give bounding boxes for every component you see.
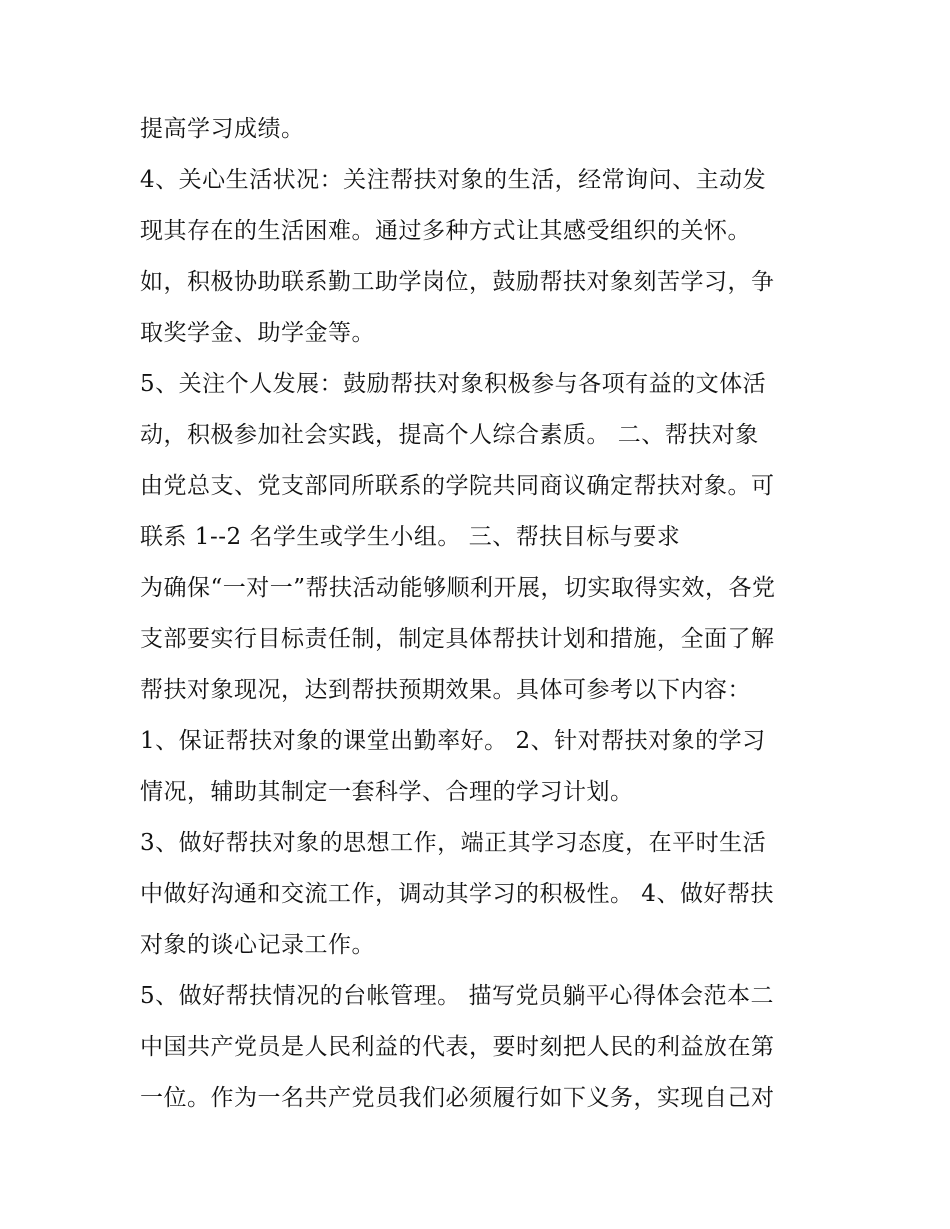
text-line: 对象的谈心记录工作。 (140, 932, 375, 958)
text-line: 情况，辅助其制定一套科学、合理的学习计划。 (140, 779, 634, 805)
text-line: 1、保证帮扶对象的课堂出勤率好。 2、针对帮扶对象的学习 (140, 728, 766, 754)
text-line: 一位。作为一名共产党员我们必须履行如下义务，实现自己对 (140, 1085, 775, 1111)
text-line: 如，积极协助联系勤工助学岗位，鼓励帮扶对象刻苦学习，争 (140, 269, 775, 295)
text-line: 5、做好帮扶情况的台帐管理。 描写党员躺平心得体会范本二 (140, 983, 774, 1009)
text-line: 帮扶对象现况，达到帮扶预期效果。具体可参考以下内容： (140, 677, 751, 703)
text-line: 提高学习成绩。 (140, 116, 305, 142)
text-line: 由党总支、党支部同所联系的学院共同商议确定帮扶对象。可 (140, 473, 775, 499)
text-line: 中国共产党员是人民利益的代表，要时刻把人民的利益放在第 (140, 1034, 775, 1060)
text-line: 中做好沟通和交流工作，调动其学习的积极性。 4、做好帮扶 (140, 881, 774, 907)
text-line: 3、做好帮扶对象的思想工作，端正其学习态度，在平时生活 (140, 830, 767, 856)
body-text (140, 104, 820, 1124)
text-line: 支部要实行目标责任制，制定具体帮扶计划和措施，全面了解 (140, 626, 775, 652)
text-line: 现其存在的生活困难。通过多种方式让其感受组织的关怀。 (140, 218, 751, 244)
text-line: 4、关心生活状况：关注帮扶对象的生活，经常询问、主动发 (140, 167, 767, 193)
text-line: 取奖学金、助学金等。 (140, 320, 375, 346)
text-line: 动，积极参加社会实践，提高个人综合素质。 二、帮扶对象 (140, 422, 759, 448)
text-line: 5、关注个人发展：鼓励帮扶对象积极参与各项有益的文体活 (140, 371, 767, 397)
text-line: 为确保“一对一”帮扶活动能够顺利开展，切实取得实效，各党 (140, 575, 776, 601)
text-line: 联系 1--2 名学生或学生小组。 三、帮扶目标与要求 (140, 524, 681, 550)
